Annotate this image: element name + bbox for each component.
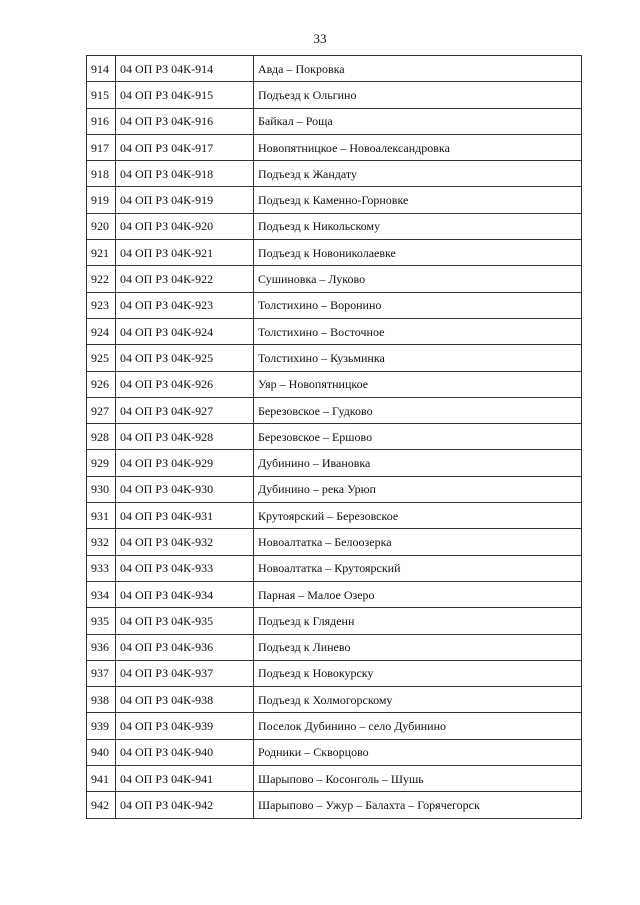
- road-code-cell: 04 ОП РЗ 04К-923: [116, 292, 254, 318]
- road-registry-table: [86, 55, 582, 819]
- road-name-cell: Крутоярский – Березовское: [254, 503, 582, 529]
- row-number-cell: 938: [87, 687, 116, 713]
- road-code-cell: 04 ОП РЗ 04К-919: [116, 187, 254, 213]
- row-number-cell: 932: [87, 529, 116, 555]
- row-number-cell: 918: [87, 161, 116, 187]
- road-code-cell: 04 ОП РЗ 04К-941: [116, 766, 254, 792]
- table-row: [87, 82, 582, 108]
- row-number-cell: 914: [87, 56, 116, 82]
- road-code-cell: 04 ОП РЗ 04К-915: [116, 82, 254, 108]
- road-name-cell: Авда – Покровка: [254, 56, 582, 82]
- table-row: [87, 739, 582, 765]
- road-code-cell: 04 ОП РЗ 04К-938: [116, 687, 254, 713]
- road-code-cell: 04 ОП РЗ 04К-939: [116, 713, 254, 739]
- row-number-cell: 935: [87, 608, 116, 634]
- road-code-cell: 04 ОП РЗ 04К-931: [116, 503, 254, 529]
- row-number-cell: 939: [87, 713, 116, 739]
- road-name-cell: Уяр – Новопятницкое: [254, 371, 582, 397]
- road-name-cell: Подъезд к Жандату: [254, 161, 582, 187]
- road-name-cell: Поселок Дубинино – село Дубинино: [254, 713, 582, 739]
- road-code-cell: 04 ОП РЗ 04К-934: [116, 581, 254, 607]
- row-number-cell: 926: [87, 371, 116, 397]
- row-number-cell: 929: [87, 450, 116, 476]
- road-name-cell: Шарыпово – Ужур – Балахта – Горячегорск: [254, 792, 582, 818]
- road-code-cell: 04 ОП РЗ 04К-920: [116, 213, 254, 239]
- road-name-cell: Березовское – Ершово: [254, 424, 582, 450]
- road-code-cell: 04 ОП РЗ 04К-930: [116, 476, 254, 502]
- road-code-cell: 04 ОП РЗ 04К-914: [116, 56, 254, 82]
- table-row: [87, 266, 582, 292]
- table-row: [87, 345, 582, 371]
- road-code-cell: 04 ОП РЗ 04К-942: [116, 792, 254, 818]
- row-number-cell: 942: [87, 792, 116, 818]
- road-code-cell: 04 ОП РЗ 04К-925: [116, 345, 254, 371]
- table-row: [87, 187, 582, 213]
- row-number-cell: 933: [87, 555, 116, 581]
- table-row: [87, 581, 582, 607]
- road-name-cell: Подъезд к Ольгино: [254, 82, 582, 108]
- road-name-cell: Подъезд к Каменно-Горновке: [254, 187, 582, 213]
- table-row: [87, 424, 582, 450]
- table-row: [87, 56, 582, 82]
- row-number-cell: 934: [87, 581, 116, 607]
- table-row: [87, 450, 582, 476]
- road-name-cell: Толстихино – Воронино: [254, 292, 582, 318]
- road-name-cell: Подъезд к Новокурску: [254, 660, 582, 686]
- table-row: [87, 318, 582, 344]
- row-number-cell: 924: [87, 318, 116, 344]
- row-number-cell: 927: [87, 397, 116, 423]
- road-name-cell: Подъезд к Новониколаевке: [254, 240, 582, 266]
- road-name-cell: Шарыпово – Косонголь – Шушь: [254, 766, 582, 792]
- table-row: [87, 213, 582, 239]
- road-name-cell: Подъезд к Холмогорскому: [254, 687, 582, 713]
- row-number-cell: 920: [87, 213, 116, 239]
- page-number: 33: [313, 31, 327, 46]
- row-number-cell: 917: [87, 134, 116, 160]
- row-number-cell: 937: [87, 660, 116, 686]
- row-number-cell: 931: [87, 503, 116, 529]
- row-number-cell: 940: [87, 739, 116, 765]
- road-code-cell: 04 ОП РЗ 04К-924: [116, 318, 254, 344]
- row-number-cell: 928: [87, 424, 116, 450]
- table-row: [87, 134, 582, 160]
- row-number-cell: 936: [87, 634, 116, 660]
- table-row: [87, 687, 582, 713]
- road-code-cell: 04 ОП РЗ 04К-928: [116, 424, 254, 450]
- table-row: [87, 634, 582, 660]
- road-code-cell: 04 ОП РЗ 04К-916: [116, 108, 254, 134]
- road-name-cell: Парная – Малое Озеро: [254, 581, 582, 607]
- road-name-cell: Новоалтатка – Белоозерка: [254, 529, 582, 555]
- table-row: [87, 161, 582, 187]
- road-code-cell: 04 ОП РЗ 04К-929: [116, 450, 254, 476]
- road-code-cell: 04 ОП РЗ 04К-935: [116, 608, 254, 634]
- road-code-cell: 04 ОП РЗ 04К-917: [116, 134, 254, 160]
- row-number-cell: 923: [87, 292, 116, 318]
- road-name-cell: Толстихино – Кузьминка: [254, 345, 582, 371]
- road-code-cell: 04 ОП РЗ 04К-936: [116, 634, 254, 660]
- table-row: [87, 608, 582, 634]
- road-code-cell: 04 ОП РЗ 04К-927: [116, 397, 254, 423]
- road-name-cell: Березовское – Гудково: [254, 397, 582, 423]
- table-row: [87, 713, 582, 739]
- row-number-cell: 919: [87, 187, 116, 213]
- table-row: [87, 108, 582, 134]
- road-name-cell: Подъезд к Никольскому: [254, 213, 582, 239]
- road-name-cell: Новоалтатка – Крутоярский: [254, 555, 582, 581]
- table-row: [87, 792, 582, 818]
- row-number-cell: 916: [87, 108, 116, 134]
- road-registry-body: [87, 56, 582, 819]
- row-number-cell: 925: [87, 345, 116, 371]
- road-code-cell: 04 ОП РЗ 04К-932: [116, 529, 254, 555]
- road-name-cell: Дубинино – Ивановка: [254, 450, 582, 476]
- table-row: [87, 240, 582, 266]
- table-row: [87, 397, 582, 423]
- road-code-cell: 04 ОП РЗ 04К-933: [116, 555, 254, 581]
- row-number-cell: 922: [87, 266, 116, 292]
- road-name-cell: Родники – Скворцово: [254, 739, 582, 765]
- road-code-cell: 04 ОП РЗ 04К-940: [116, 739, 254, 765]
- road-name-cell: Сушиновка – Луково: [254, 266, 582, 292]
- road-name-cell: Подъезд к Линево: [254, 634, 582, 660]
- road-code-cell: 04 ОП РЗ 04К-918: [116, 161, 254, 187]
- row-number-cell: 930: [87, 476, 116, 502]
- table-row: [87, 503, 582, 529]
- road-name-cell: Подъезд к Гляденн: [254, 608, 582, 634]
- road-code-cell: 04 ОП РЗ 04К-922: [116, 266, 254, 292]
- road-name-cell: Дубинино – река Урюп: [254, 476, 582, 502]
- table-row: [87, 555, 582, 581]
- road-name-cell: Толстихино – Восточное: [254, 318, 582, 344]
- road-name-cell: Байкал – Роща: [254, 108, 582, 134]
- road-code-cell: 04 ОП РЗ 04К-937: [116, 660, 254, 686]
- table-row: [87, 292, 582, 318]
- row-number-cell: 941: [87, 766, 116, 792]
- row-number-cell: 921: [87, 240, 116, 266]
- table-row: [87, 476, 582, 502]
- table-row: [87, 371, 582, 397]
- road-code-cell: 04 ОП РЗ 04К-926: [116, 371, 254, 397]
- table-row: [87, 766, 582, 792]
- road-code-cell: 04 ОП РЗ 04К-921: [116, 240, 254, 266]
- row-number-cell: 915: [87, 82, 116, 108]
- table-row: [87, 529, 582, 555]
- table-row: [87, 660, 582, 686]
- road-name-cell: Новопятницкое – Новоалександровка: [254, 134, 582, 160]
